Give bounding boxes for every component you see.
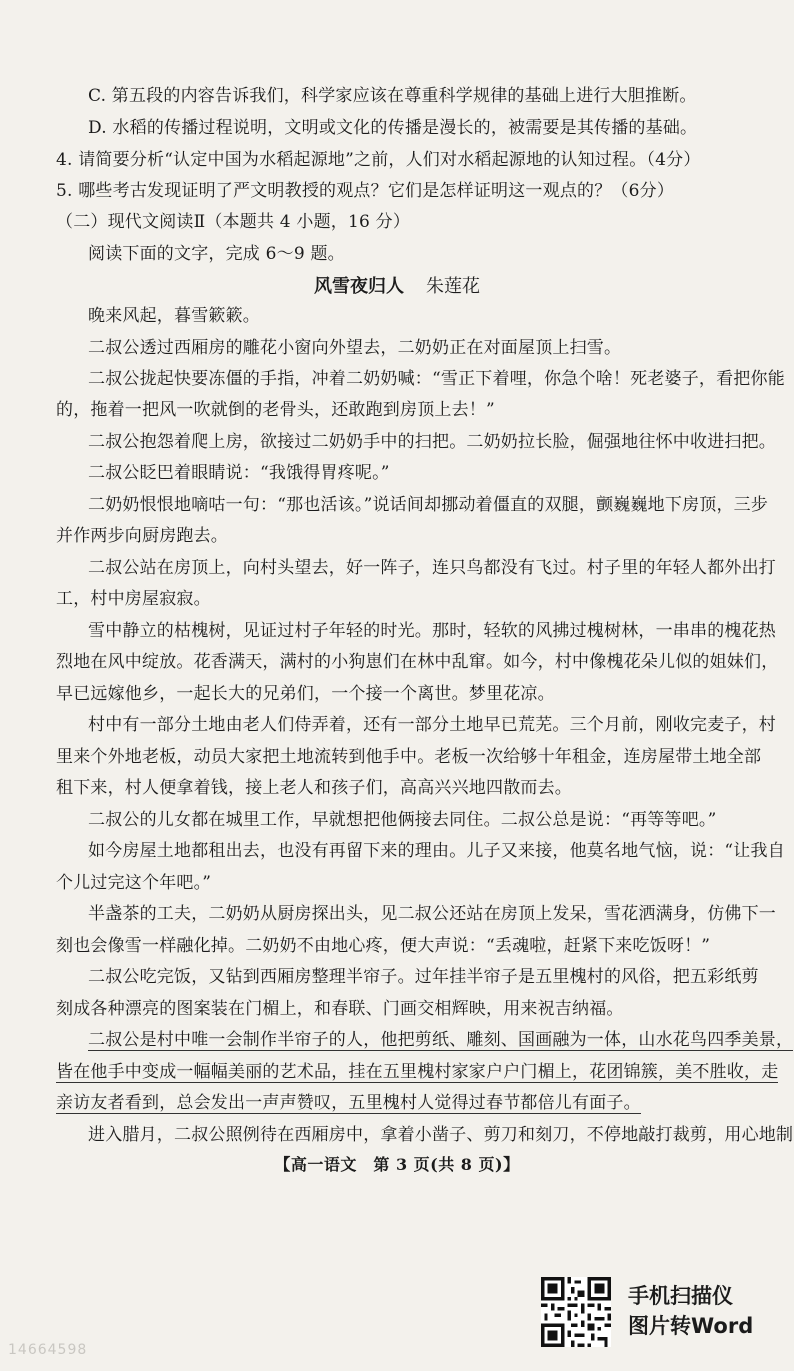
paragraph-line: 个儿过完这个年吧。” [56, 873, 212, 893]
document-id: 14664598 [8, 1342, 88, 1358]
underlined-text: 亲访友者看到，总会发出一声声赞叹，五里槐村人觉得过春节都倍儿有面子。 [56, 1093, 641, 1113]
question-4: 4. 请简要分析“认定中国为水稻起源地”之前，人们对水稻起源地的认知过程。（4分） [56, 150, 701, 170]
paragraph-line: 刻成各种漂亮的图案装在门楣上，和春联、门画交相辉映，用来祝吉纳福。 [56, 999, 624, 1019]
scanner-watermark-line1: 手机扫描仪 [628, 1284, 733, 1308]
paragraph-line: 雪中静立的枯槐树，见证过村子年轻的时光。那时，轻软的风拂过槐树林，一串串的槐花热 [88, 621, 776, 641]
story-author: 朱莲花 [426, 276, 480, 297]
underlined-passage-line [88, 1028, 793, 1052]
paragraph-line: 如今房屋土地都租出去，也没有再留下来的理由。儿子又来接，他莫名地气恼，说：“让我自 [88, 841, 785, 861]
paragraph-line: 二叔公眨巴着眼睛说：“我饿得胃疼呢。” [88, 463, 390, 483]
underlined-passage-line [56, 1060, 778, 1084]
paragraph-line: 进入腊月，二叔公照例待在西厢房中，拿着小凿子、剪刀和刻刀，不停地敲打裁剪，用心地制 [88, 1125, 794, 1145]
qr-code-icon [541, 1277, 611, 1347]
paragraph-line: 二叔公站在房顶上，向村头望去，好一阵子，连只鸟都没有飞过。村子里的年轻人都外出打 [88, 558, 776, 578]
underlined-text: 皆在他手中变成一幅幅美丽的艺术品，挂在五里槐村家家户户门楣上，花团锦簇，美不胜收，走 [56, 1062, 779, 1082]
paragraph-line: 二奶奶恨恨地嘀咕一句：“那也活该。”说话间却挪动着僵直的双腿，颤巍巍地下房顶，三步 [88, 495, 769, 515]
paragraph-line: 里来个外地老板，动员大家把土地流转到他手中。老板一次给够十年租金，连房屋带土地全部 [56, 747, 762, 767]
underlined-passage-line [56, 1091, 641, 1115]
paragraph-line: 的，拖着一把风一吹就倒的老骨头，还敢跑到房顶上去！” [56, 400, 495, 420]
paragraph-line: 早已远嫁他乡，一起长大的兄弟们，一个接一个离世。梦里花凉。 [56, 684, 555, 704]
section-header: （二）现代文阅读Ⅱ（本题共 4 小题，16 分） [56, 212, 411, 232]
paragraph-line: 刻也会像雪一样融化掉。二奶奶不由地心疼，便大声说：“丢魂啦，赶紧下来吃饭呀！” [56, 936, 711, 956]
story-title-block [0, 274, 794, 300]
paragraph-line: 村中有一部分土地由老人们侍弄着，还有一部分土地早已荒芜。三个月前，刚收完麦子，村 [88, 715, 776, 735]
scanner-watermark-line2: 图片转Word [628, 1314, 754, 1338]
paragraph-line: 二叔公的儿女都在城里工作，早就想把他俩接去同住。二叔公总是说：“再等等吧。” [88, 810, 717, 830]
story-title: 风雪夜归人 [314, 276, 404, 297]
underlined-text: 二叔公是村中唯一会制作半帘子的人，他把剪纸、雕刻、国画融为一体，山水花鸟四季美景， [88, 1030, 794, 1050]
paragraph-line: 半盏茶的工夫，二奶奶从厨房探出头，见二叔公还站在房顶上发呆，雪花洒满身，仿佛下一 [88, 904, 776, 924]
paragraph-line: 烈地在风中绽放。花香满天，满村的小狗崽们在林中乱窜。如今，村中像槐花朵儿似的姐妹们， [56, 652, 779, 672]
paragraph-line: 二叔公透过西厢房的雕花小窗向外望去，二奶奶正在对面屋顶上扫雪。 [88, 338, 622, 358]
paragraph-line: 二叔公拢起快要冻僵的手指，冲着二奶奶喊：“雪正下着哩，你急个啥！死老婆子，看把你能 [88, 369, 785, 389]
paragraph-line: 二叔公吃完饭，又钻到西厢房整理半帘子。过年挂半帘子是五里槐村的风俗，把五彩纸剪 [88, 967, 759, 987]
paragraph-line: 晚来风起，暮雪簌簌。 [88, 306, 260, 326]
paragraph-line: 并作两步向厨房跑去。 [56, 526, 228, 546]
instruction: 阅读下面的文字，完成 6～9 题。 [88, 244, 345, 264]
paragraph-line: 租下来，村人便拿着钱，接上老人和孩子们，高高兴兴地四散而去。 [56, 778, 572, 798]
option-d: D. 水稻的传播过程说明，文明或文化的传播是漫长的，被需要是其传播的基础。 [88, 118, 698, 138]
question-5: 5. 哪些考古发现证明了严文明教授的观点？它们是怎样证明这一观点的？（6分） [56, 181, 675, 201]
paragraph-line: 二叔公抱怨着爬上房，欲接过二奶奶手中的扫把。二奶奶拉长脸，倔强地往怀中收进扫把。 [88, 432, 776, 452]
page-footer: 【高一语文 第 3 页(共 8 页)】 [274, 1155, 520, 1174]
paragraph-line: 工，村中房屋寂寂。 [56, 589, 211, 609]
option-c: C. 第五段的内容告诉我们，科学家应该在尊重科学规律的基础上进行大胆推断。 [88, 86, 697, 106]
